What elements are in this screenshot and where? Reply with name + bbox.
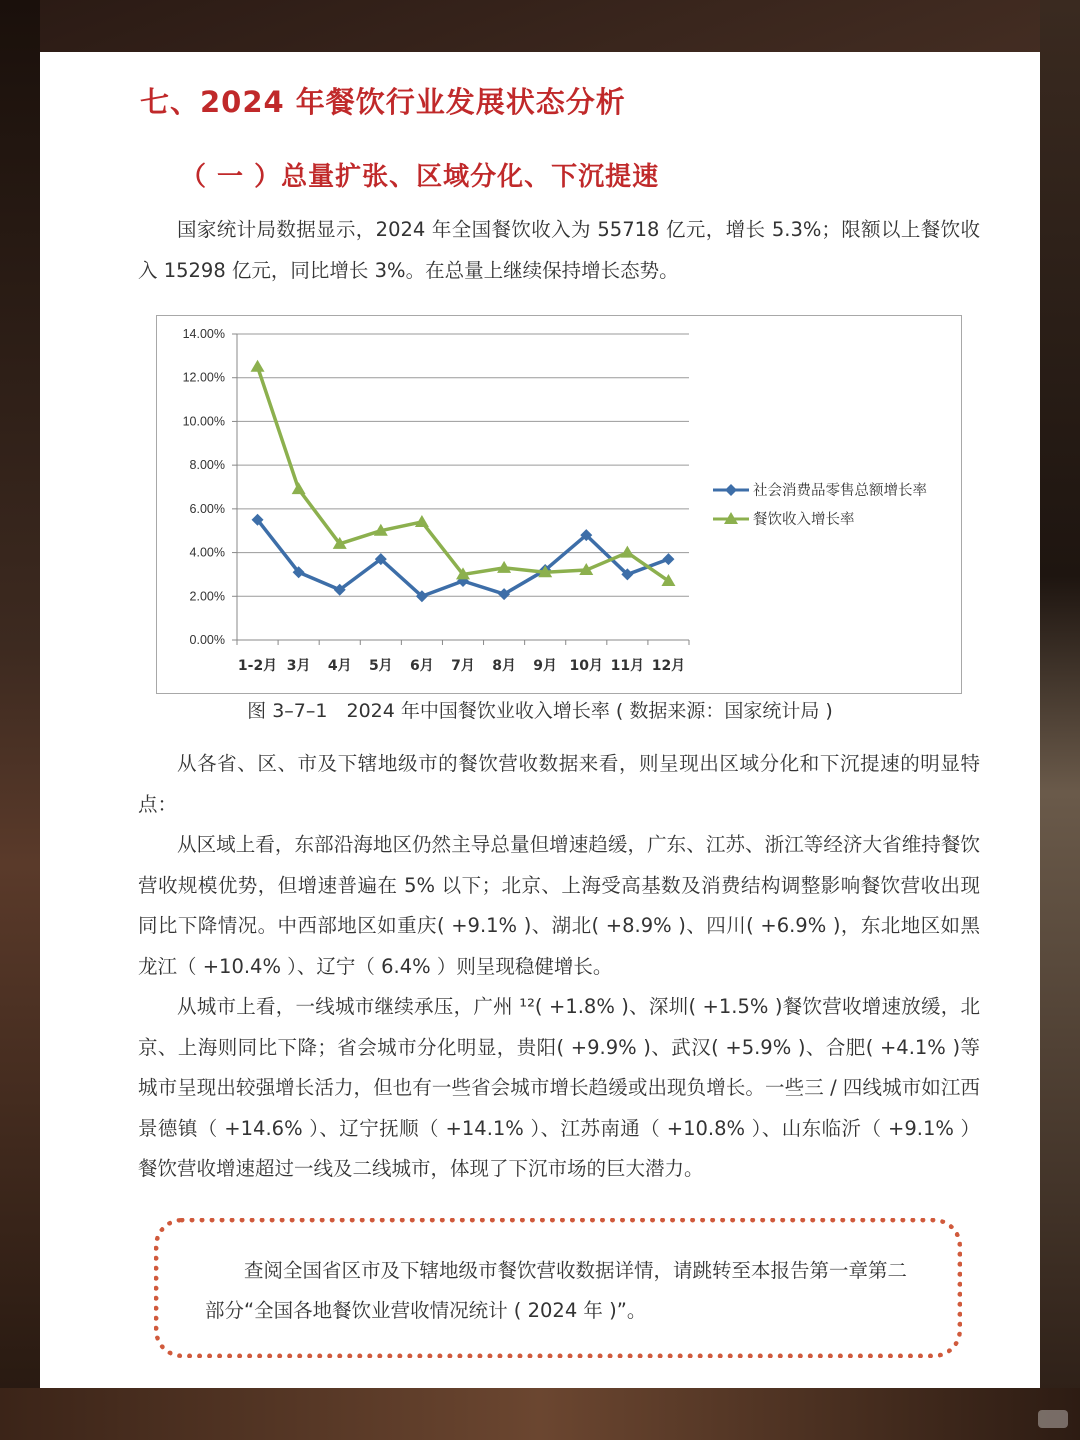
x-tick-label: 11月: [610, 658, 645, 674]
background-left: [0, 0, 40, 1440]
x-tick-label: 4月: [327, 658, 352, 674]
x-tick-label: 10月: [569, 658, 604, 674]
figure-caption: 图 3–7–1 2024 年中国餐饮业收入增长率 ( 数据来源：国家统计局 ): [247, 700, 833, 722]
data-point-triangle: [292, 482, 306, 494]
data-point-triangle: [415, 515, 429, 527]
line-chart: [156, 315, 962, 694]
watermark-badge: [1038, 1410, 1068, 1428]
x-tick-label: 3月: [286, 658, 311, 674]
data-point-triangle: [251, 360, 265, 372]
chart-canvas: [157, 316, 961, 693]
y-tick-label: 6.00%: [189, 501, 225, 516]
subsection-heading: （ 一 ）总量扩张、区域分化、下沉提速: [180, 162, 660, 192]
paragraph-4: 从城市上看，一线城市继续承压，广州 ¹²( +1.8% )、深圳( +1.5% )餐饮营收增速放缓，北京、上海则同比下降；省会城市分化明显，贵阳( +9.9% )、武汉( +5.9% )、合肥( +4.1% )等城市呈现出较强增长活力，但也有一些省会城市增长趋缓或出现负增长。一些三 / 四线城市如江西景德镇（ +14.6% ）、辽宁抚顺（ +14.1% ）、江苏南通（ +10.8% ）、山东临沂（ +9.1% ）餐饮营收增速超过一线及二线城市，体现了下沉市场的巨大潜力。: [138, 995, 980, 1180]
data-point-diamond: [662, 553, 674, 565]
background-right: [1040, 0, 1080, 1440]
x-tick-label: 9月: [533, 658, 558, 674]
y-tick-label: 4.00%: [189, 545, 225, 560]
callout-text: 查阅全国省区市及下辖地级市餐饮营收数据详情，请跳转至本报告第一章第二部分“全国各地餐饮业营收情况统计 ( 2024 年 )”。: [205, 1259, 908, 1322]
y-tick-label: 0.00%: [189, 633, 225, 647]
series-line-2: [258, 367, 669, 581]
legend-label: 餐饮收入增长率: [753, 512, 855, 528]
y-tick-label: 8.00%: [189, 458, 225, 473]
x-tick-label: 6月: [410, 658, 434, 674]
paragraph-2: 从各省、区、市及下辖地级市的餐饮营收数据来看，则呈现出区域分化和下沉提速的明显特点：: [138, 752, 980, 816]
x-tick-label: 7月: [451, 658, 475, 674]
data-point-diamond: [725, 484, 737, 496]
legend-label: 社会消费品零售总额增长率: [753, 483, 927, 499]
x-tick-label: 8月: [492, 658, 516, 674]
document-page: [40, 52, 1040, 1388]
x-tick-label: 1-2月: [237, 658, 278, 674]
y-tick-label: 14.00%: [182, 327, 225, 341]
callout-box: [154, 1218, 962, 1358]
paragraph-3: 从区域上看，东部沿海地区仍然主导总量但增速趋缓，广东、江苏、浙江等经济大省维持餐饮营收规模优势，但增速普遍在 5% 以下；北京、上海受高基数及消费结构调整影响餐饮营收出现同比下降情况。中西部地区如重庆( +9.1% )、湖北( +8.9% )、四川( +6.9% )，东北地区如黑龙江（ +10.4% ）、辽宁（ 6.4% ）则呈现稳健增长。: [138, 833, 980, 978]
background-bottom: [0, 1388, 1080, 1440]
data-point-triangle: [620, 546, 634, 558]
y-tick-label: 2.00%: [189, 589, 225, 604]
paragraph-1: 国家统计局数据显示，2024 年全国餐饮收入为 55718 亿元，增长 5.3%；限额以上餐饮收入 15298 亿元，同比增长 3%。在总量上继续保持增长态势。: [138, 218, 980, 282]
x-tick-label: 5月: [368, 658, 393, 674]
y-tick-label: 10.00%: [182, 414, 225, 429]
x-tick-label: 12月: [651, 658, 686, 674]
section-heading: 七、2024 年餐饮行业发展状态分析: [140, 85, 626, 119]
y-tick-label: 12.00%: [182, 370, 225, 385]
